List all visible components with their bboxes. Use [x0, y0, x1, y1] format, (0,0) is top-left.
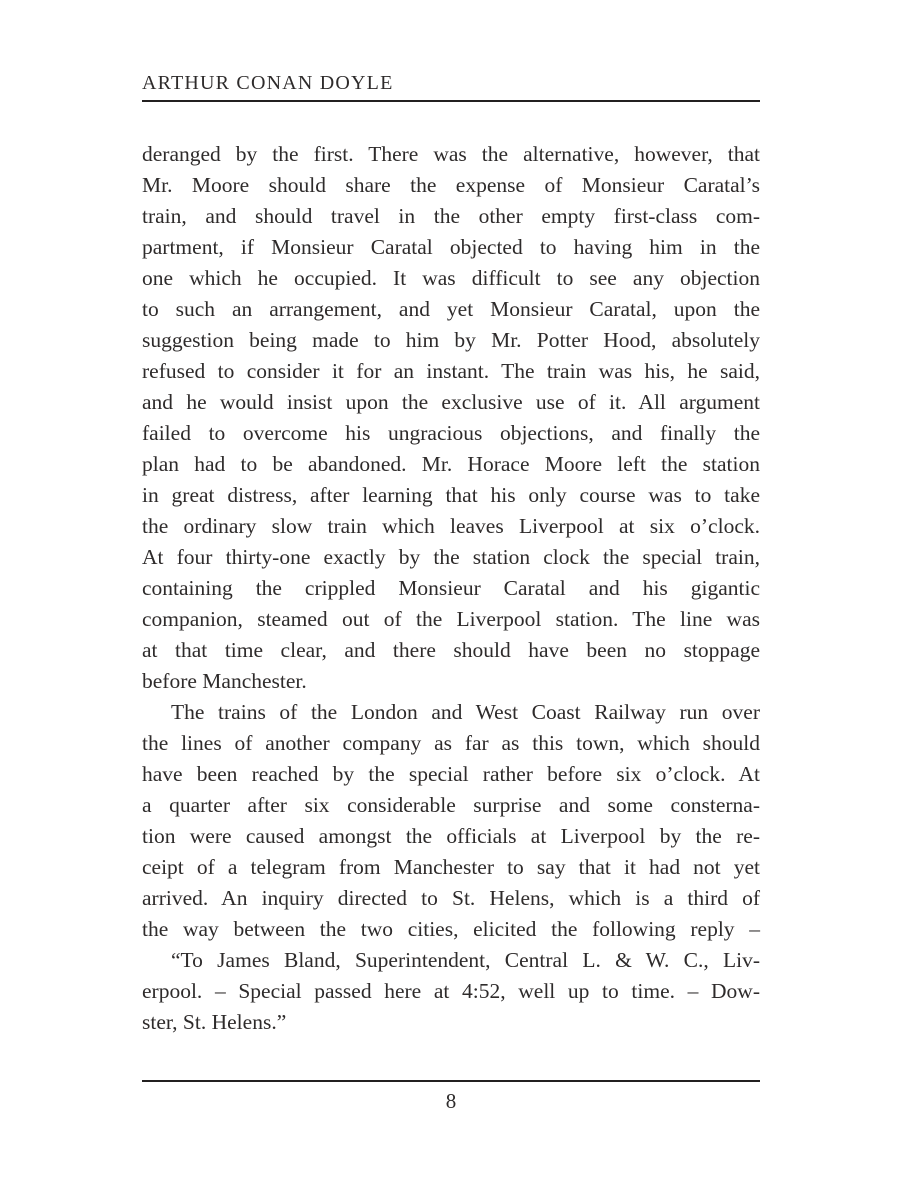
text-line: the lines of another company as far as this town, which should [142, 731, 760, 755]
text-line: erpool. – Special passed here at 4:52, well up to time. – Dow- [142, 979, 760, 1003]
text-line: before Manchester. [142, 669, 307, 693]
text-block [142, 0, 760, 1114]
text-line: in great distress, after learning that his only course was to take [142, 483, 760, 507]
running-header: ARTHUR CONAN DOYLE [142, 72, 394, 94]
paragraph [142, 139, 760, 697]
text-line: train, and should travel in the other empty first-class com- [142, 204, 760, 228]
text-line: refused to consider it for an instant. The train was his, he said, [142, 359, 760, 383]
text-line: to such an arrangement, and yet Monsieur Caratal, upon the [142, 297, 760, 321]
text-line: tion were caused amongst the officials at Liverpool by the re- [142, 824, 760, 848]
text-line: at that time clear, and there should have been no stoppage [142, 638, 760, 662]
page-number: 8 [445, 1089, 457, 1113]
text-line: the way between the two cities, elicited the following reply – [142, 917, 760, 941]
text-line: plan had to be abandoned. Mr. Horace Moore left the station [142, 452, 760, 476]
text-line: ster, St. Helens.” [142, 1010, 287, 1034]
text-line: containing the crippled Monsieur Caratal and his gigantic [142, 576, 760, 600]
text-line: failed to overcome his ungracious objections, and finally the [142, 421, 760, 445]
footer-rule [142, 1080, 760, 1082]
text-line: “To James Bland, Superintendent, Central L. & W. C., Liv- [171, 948, 760, 972]
text-line: one which he occupied. It was difficult to see any objection [142, 266, 760, 290]
text-line: At four thirty-one exactly by the station clock the special train, [142, 545, 760, 569]
text-line: The trains of the London and West Coast Railway run over [171, 700, 760, 724]
text-line: and he would insist upon the exclusive use of it. All argument [142, 390, 760, 414]
text-line: Mr. Moore should share the expense of Monsieur Caratal’s [142, 173, 760, 197]
paragraph [142, 697, 760, 945]
header-rule [142, 100, 760, 102]
text-line: partment, if Monsieur Caratal objected to having him in the [142, 235, 760, 259]
page-body [142, 139, 760, 1038]
text-line: ceipt of a telegram from Manchester to say that it had not yet [142, 855, 760, 879]
text-line: arrived. An inquiry directed to St. Helens, which is a third of [142, 886, 760, 910]
text-line: companion, steamed out of the Liverpool station. The line was [142, 607, 760, 631]
paragraph [142, 945, 760, 1038]
text-line: a quarter after six considerable surprise and some consterna- [142, 793, 760, 817]
text-line: the ordinary slow train which leaves Liverpool at six o’clock. [142, 514, 760, 538]
text-line: have been reached by the special rather before six o’clock. At [142, 762, 760, 786]
text-line: suggestion being made to him by Mr. Potter Hood, absolutely [142, 328, 760, 352]
text-line: deranged by the first. There was the alternative, however, that [142, 142, 760, 166]
